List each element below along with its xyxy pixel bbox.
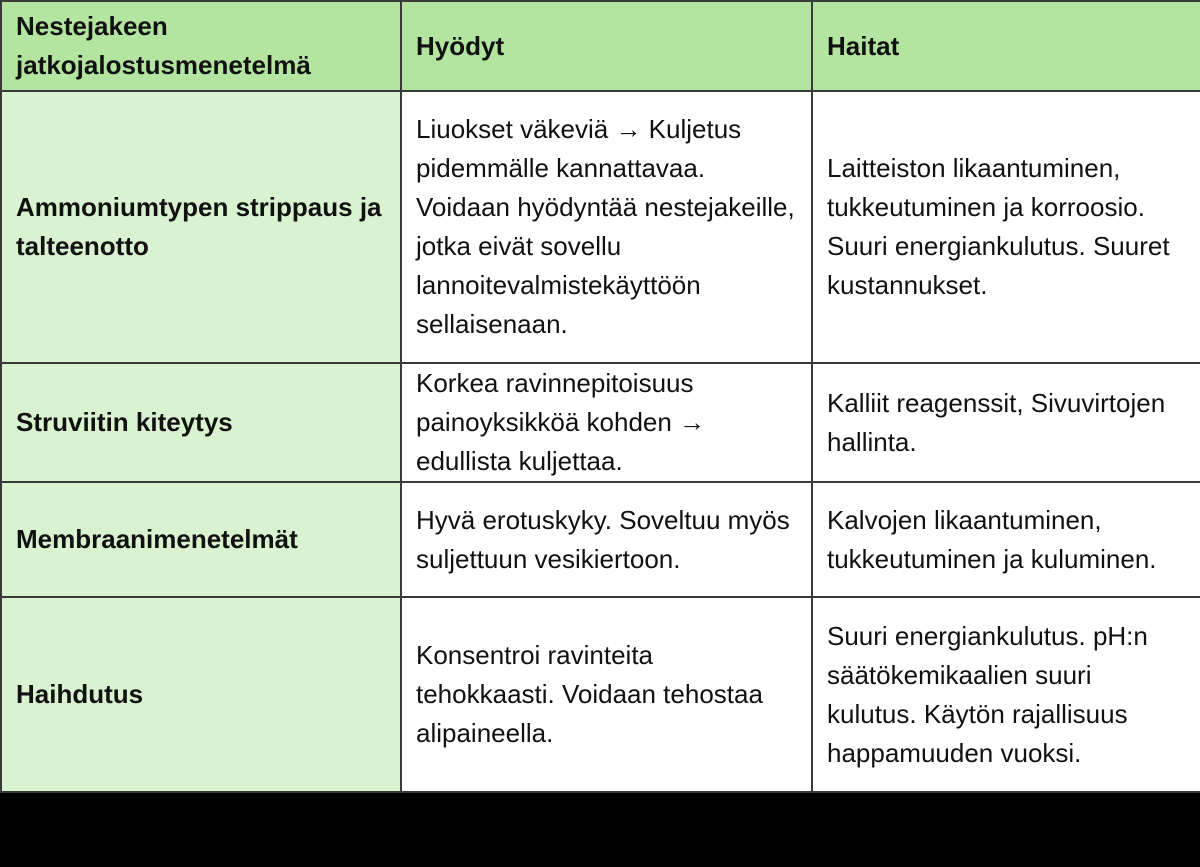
header-method: Nestejakeen jatkojalostusmenetelmä bbox=[1, 1, 401, 91]
drawbacks-cell: Suuri energiankulutus. pH:n säätökemikaalien suuri kulutus. Käytön rajallisuus happamuuden vuoksi. bbox=[812, 597, 1200, 792]
benefits-cell: Hyvä erotuskyky. Soveltuu myös suljettuun vesikiertoon. bbox=[401, 482, 812, 597]
table-row bbox=[1, 91, 1200, 363]
drawbacks-cell: Kalvojen likaantuminen, tukkeutuminen ja kuluminen. bbox=[812, 482, 1200, 597]
method-cell: Ammoniumtypen strippaus ja talteenotto bbox=[1, 91, 401, 363]
drawbacks-cell: Laitteiston likaantuminen, tukkeutuminen ja korroosio. Suuri energiankulutus. Suuret kustannukset. bbox=[812, 91, 1200, 363]
method-cell: Membraanimenetelmät bbox=[1, 482, 401, 597]
table-row bbox=[1, 482, 1200, 597]
method-cell: Struviitin kiteytys bbox=[1, 363, 401, 482]
table-row bbox=[1, 597, 1200, 792]
method-cell: Haihdutus bbox=[1, 597, 401, 792]
benefits-cell: Korkea ravinnepitoisuus painoyksikköä kohden → edullista kuljettaa. bbox=[401, 363, 812, 482]
benefits-cell: Liuokset väkeviä → Kuljetus pidemmälle kannattavaa. Voidaan hyödyntää nestejakeille, jotka eivät sovellu lannoitevalmistekäyttöön sellaisenaan. bbox=[401, 91, 812, 363]
header-drawbacks: Haitat bbox=[812, 1, 1200, 91]
table-row bbox=[1, 363, 1200, 482]
header-benefits: Hyödyt bbox=[401, 1, 812, 91]
benefits-cell: Konsentroi ravinteita tehokkaasti. Voidaan tehostaa alipaineella. bbox=[401, 597, 812, 792]
header-row bbox=[1, 1, 1200, 91]
drawbacks-cell: Kalliit reagenssit, Sivuvirtojen hallinta. bbox=[812, 363, 1200, 482]
